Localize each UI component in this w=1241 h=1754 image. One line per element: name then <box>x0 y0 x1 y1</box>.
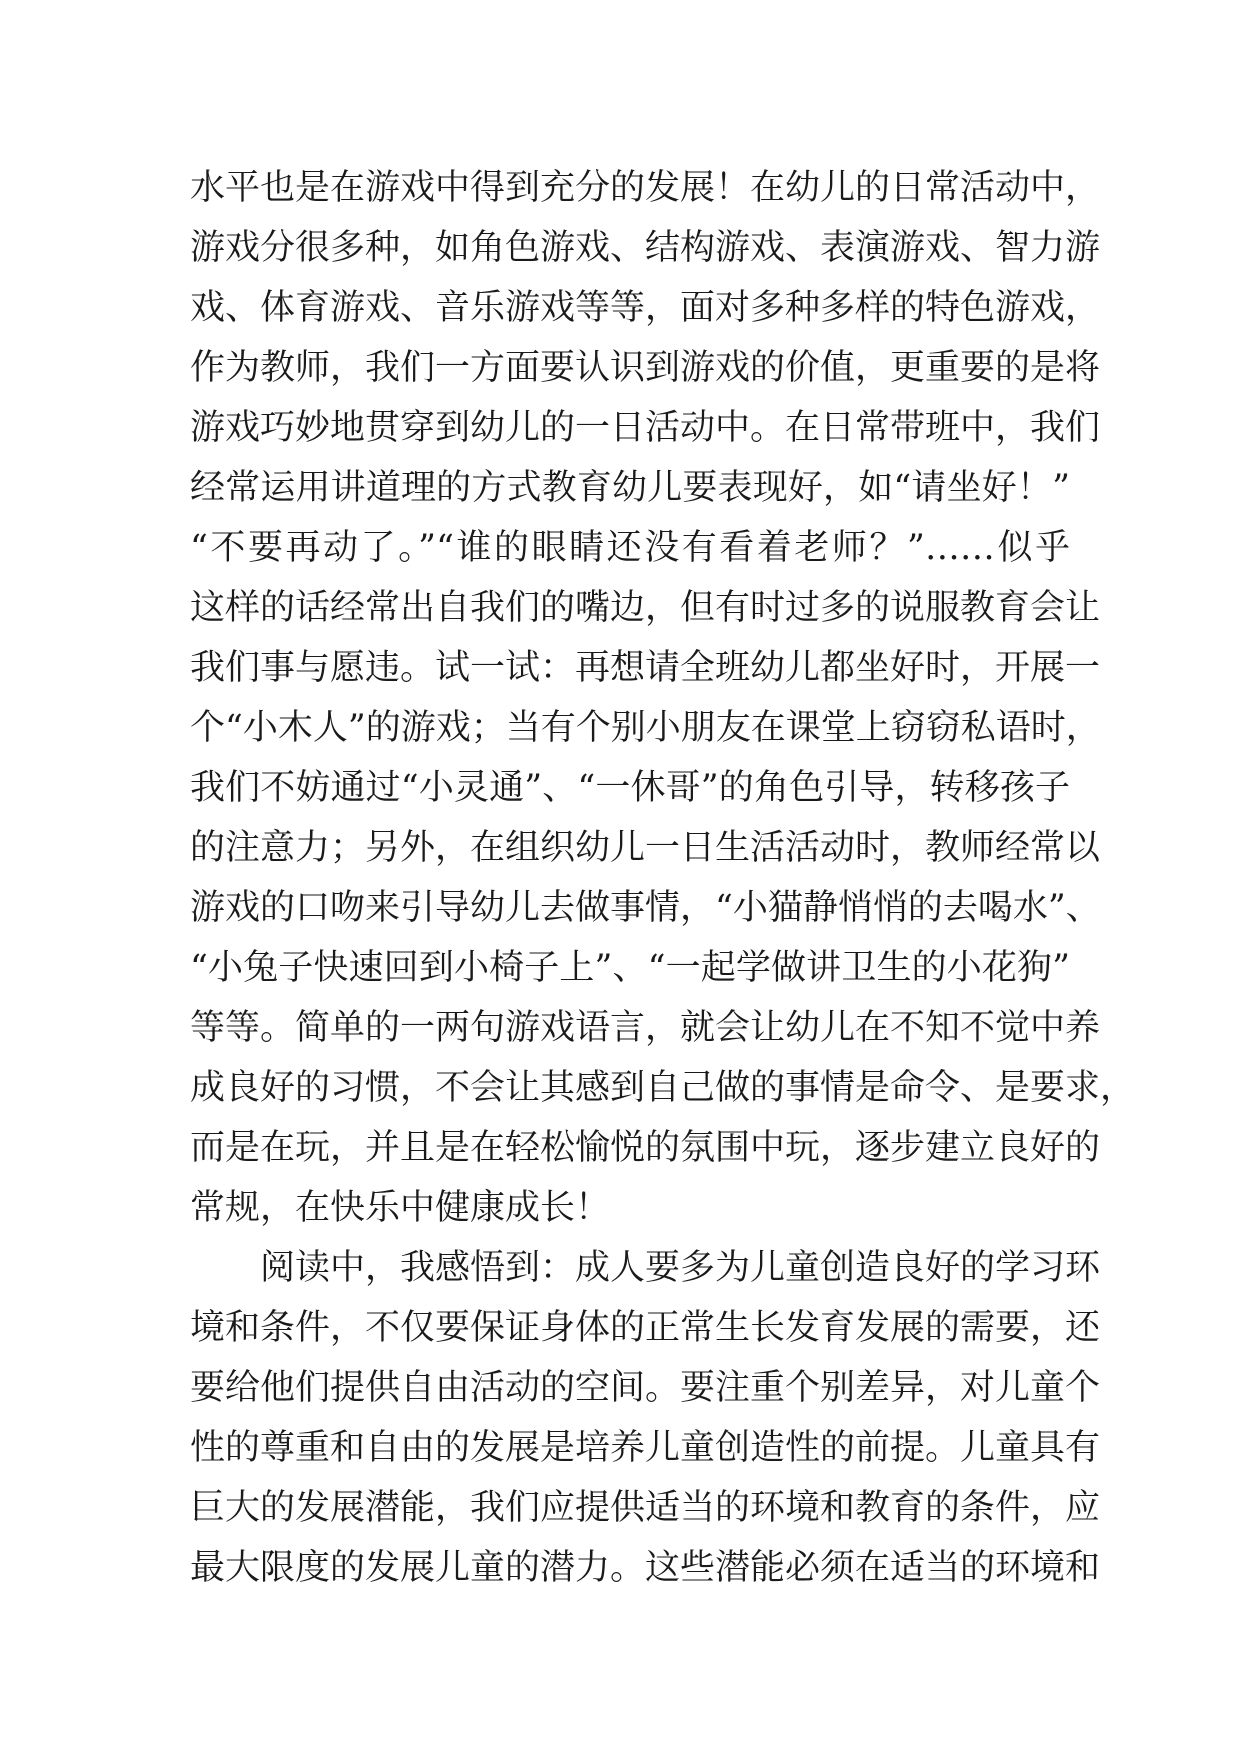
text-line: 戏、体育游戏、音乐游戏等等，面对多种多样的特色游戏， <box>190 288 1101 328</box>
text-line: 常规，在快乐中健康成长！ <box>190 1188 611 1228</box>
text-line: 游戏巧妙地贯穿到幼儿的一日活动中。在日常带班中，我们 <box>190 408 1101 448</box>
text-line: “小兔子快速回到小椅子上”、“一起学做讲卫生的小花狗” <box>190 948 1070 988</box>
text-line: 而是在玩，并且是在轻松愉悦的氛围中玩，逐步建立良好的 <box>190 1128 1101 1168</box>
text-line: 这样的话经常出自我们的嘴边，但有时过多的说服教育会让 <box>190 588 1101 628</box>
text-line: 境和条件，不仅要保证身体的正常生长发育发展的需要，还 <box>190 1308 1101 1348</box>
text-line: 水平也是在游戏中得到充分的发展！在幼儿的日常活动中， <box>190 168 1101 208</box>
text-line: 性的尊重和自由的发展是培养儿童创造性的前提。儿童具有 <box>190 1428 1101 1468</box>
text-line: 我们事与愿违。试一试：再想请全班幼儿都坐好时，开展一 <box>190 648 1101 688</box>
body-text <box>190 158 1136 1598</box>
text-line: 阅读中，我感悟到：成人要多为儿童创造良好的学习环 <box>260 1248 1101 1288</box>
text-line: 游戏分很多种，如角色游戏、结构游戏、表演游戏、智力游 <box>190 228 1101 268</box>
text-line: 的注意力；另外，在组织幼儿一日生活活动时，教师经常以 <box>190 828 1101 868</box>
text-line: 作为教师，我们一方面要认识到游戏的价值，更重要的是将 <box>190 348 1101 388</box>
text-line: 巨大的发展潜能，我们应提供适当的环境和教育的条件，应 <box>190 1488 1101 1528</box>
text-line: 等等。简单的一两句游戏语言，就会让幼儿在不知不觉中养 <box>190 1008 1101 1048</box>
text-line: 个“小木人”的游戏；当有个别小朋友在课堂上窃窃私语时， <box>190 708 1101 748</box>
text-line: 我们不妨通过“小灵通”、“一休哥”的角色引导，转移孩子 <box>190 768 1070 808</box>
text-line: 游戏的口吻来引导幼儿去做事情，“小猫静悄悄的去喝水”、 <box>190 888 1101 928</box>
paragraph-2 <box>190 1238 1101 1598</box>
text-line: 成良好的习惯，不会让其感到自己做的事情是命令、是要求， <box>190 1068 1136 1108</box>
text-line: 经常运用讲道理的方式教育幼儿要表现好，如“请坐好！” <box>190 468 1070 508</box>
text-line: 最大限度的发展儿童的潜力。这些潜能必须在适当的环境和 <box>190 1548 1101 1588</box>
text-line: 要给他们提供自由活动的空间。要注重个别差异，对儿童个 <box>190 1368 1101 1408</box>
text-line: “不要再动了。”“谁的眼睛还没有看着老师？”……似乎 <box>190 528 1070 568</box>
paragraph-1 <box>190 158 1136 1238</box>
